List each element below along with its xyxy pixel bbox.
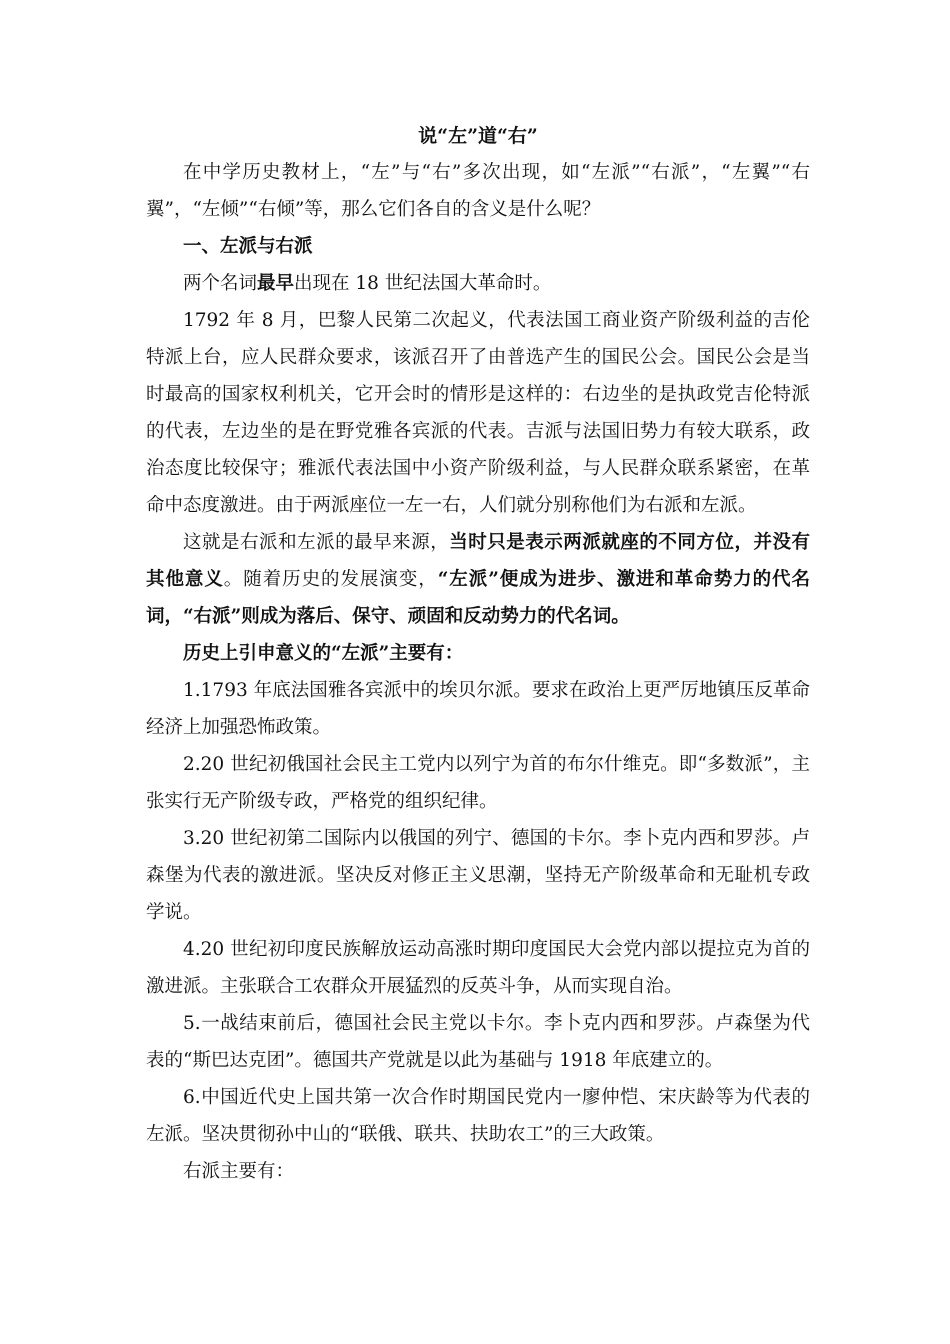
meaning-paragraph [146, 524, 810, 635]
intro-paragraph: 在中学历史教材上，“左”与“右”多次出现，如“左派”“右派”，“左翼”“右翼”，“左倾”“右倾”等，那么它们各自的含义是什么呢？ [146, 162, 810, 220]
left-item: 1.1793 年底法国雅各宾派中的埃贝尔派。要求在政治上更严厉地镇压反革命经济上加强恐怖政策。 [146, 680, 810, 738]
left-item: 3.20 世纪初第二国际内以俄国的列宁、德国的卡尔。李卜克内西和罗莎。卢森堡为代表的激进派。坚决反对修正主义思潮，坚持无产阶级革命和无耻机专政学说。 [146, 828, 810, 923]
section-heading-left-right: 一、左派与右派 [183, 236, 313, 257]
origin-text-a: 两个名词 [183, 273, 258, 294]
right-wing-heading: 右派主要有： [183, 1161, 295, 1182]
origin-paragraph [146, 265, 810, 302]
origin-text-c: 出现在 18 世纪法国大革命时。 [294, 273, 552, 294]
meaning-emphasis-2: “左派”便成为进步、激进和革命势力的代名词，“右派”则成为落后、保守、顽固和反动势力的代名词。 [146, 569, 810, 627]
left-item: 2.20 世纪初俄国社会民主工党内以列宁为首的布尔什维克。即“多数派”，主张实行无产阶级专政，严格党的组织纪律。 [146, 754, 810, 812]
left-item: 5.一战结束前后，德国社会民主党以卡尔。李卜克内西和罗莎。卢森堡为代表的“斯巴达克团”。德国共产党就是以此为基础与 1918 年底建立的。 [146, 1013, 810, 1071]
meaning-text-a: 这就是右派和左派的最早来源， [183, 532, 450, 553]
left-item: 4.20 世纪初印度民族解放运动高涨时期印度国民大会党内部以提拉克为首的激进派。主张联合工农群众开展猛烈的反英斗争，从而实现自治。 [146, 939, 810, 997]
history-paragraph: 1792 年 8 月，巴黎人民第二次起义，代表法国工商业资产阶级利益的吉伦特派上台，应人民群众要求，该派召开了由普选产生的国民公会。国民公会是当时最高的国家权利机关，它开会时的情形是这样的：右边坐的是执政党吉伦特派的代表，左边坐的是在野党雅各宾派的代表。吉派与法国旧势力有较大联系，政治态度比较保守；雅派代表法国中小资产阶级利益，与人民群众联系紧密，在革命中态度激进。由于两派座位一左一右，人们就分别称他们为右派和左派。 [146, 310, 810, 516]
left-wing-heading: 历史上引申意义的“左派”主要有： [183, 643, 464, 664]
meaning-emphasis-1: 当时只是表示两派就座的不同方位，并没有其他意义 [146, 532, 810, 590]
meaning-text-c: 。随着历史的发展演变， [223, 569, 438, 590]
document-page [146, 118, 810, 1190]
left-item: 6.中国近代史上国共第一次合作时期国民党内一廖仲恺、宋庆龄等为代表的左派。坚决贯彻孙中山的“联俄、联共、扶助农工”的三大政策。 [146, 1087, 810, 1145]
origin-emphasis: 最早 [257, 273, 295, 294]
document-title: 说“左”道“右” [418, 125, 538, 147]
